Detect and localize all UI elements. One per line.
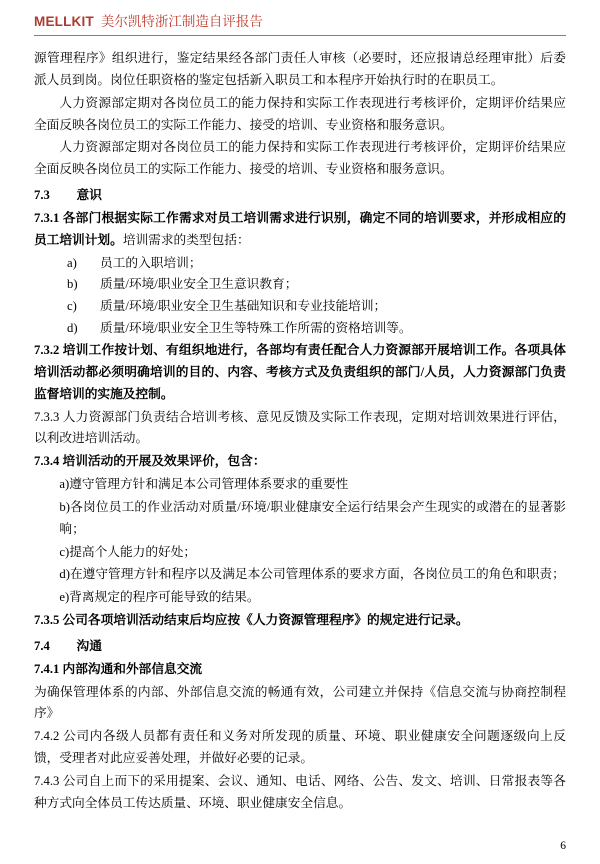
paragraph-continued: 源管理程序》组织进行，鉴定结果经各部门责任人审核（必要时，还应报请总经理审批）后委派人员到岗。岗位任职资格的鉴定包括新入职员工和本程序开始执行时的在职员工。	[34, 51, 566, 87]
section-7-4-3: 7.4.3 公司自上而下的采用提案、会议、通知、电话、网络、公告、发文、培训、日常报表等各种方式向全体员工传达质量、环境、职业健康安全信息。	[34, 774, 566, 810]
list-item	[34, 318, 566, 340]
section-7-3-4-item-e: e)背离规定的程序可能导致的结果。	[59, 590, 260, 605]
section-7-4-1-body: 为确保管理体系的内部、外部信息交流的畅通有效，公司建立并保持《信息交流与协商控制程序》	[34, 684, 566, 721]
list-item	[34, 253, 566, 275]
section-heading-7-3	[34, 185, 566, 207]
list-item-marker: c)	[67, 299, 77, 314]
list-item-label: 质量/环境/职业安全卫生等特殊工作所需的资格培训等。	[100, 321, 412, 336]
list-item-label: 质量/环境/职业安全卫生意识教育；	[100, 277, 298, 292]
brand-logo: MELLKIT	[34, 14, 94, 29]
section-7-3-4-item-a: a)遵守管理方针和满足本公司管理体系要求的重要性	[59, 477, 349, 492]
header-title: 美尔凯特浙江制造自评报告	[100, 14, 263, 29]
section-7-3-1	[34, 208, 566, 252]
section-7-3-4-item-c: c)提高个人能力的好处；	[59, 544, 197, 559]
list-item	[34, 296, 566, 318]
section-7-3-1-tail: 培训需求的类型包括：	[122, 232, 250, 247]
section-number-7-3: 7.3	[34, 188, 50, 203]
section-number-7-4: 7.4	[34, 638, 50, 653]
section-title-7-3: 意识	[76, 188, 102, 203]
list-item-label: 员工的入职培训；	[100, 255, 202, 270]
list-item-marker: b)	[67, 277, 78, 292]
training-type-list	[34, 253, 566, 340]
list-item-label: 质量/环境/职业安全卫生基础知识和专业技能培训；	[100, 299, 387, 314]
list-item-marker: d)	[67, 321, 78, 336]
section-7-4-2: 7.4.2 公司内各级人员都有责任和义务对所发现的质量、环境、职业健康安全问题逐级向上反馈，受理者对此应妥善处理，并做好必要的记录。	[34, 729, 566, 766]
section-7-3-4-item-d: d)在遵守管理方针和程序以及满足本公司管理体系的要求方面，各岗位员工的角色和职责；	[59, 567, 565, 582]
list-item-marker: a)	[67, 255, 77, 270]
document-body	[34, 36, 566, 815]
section-title-7-4: 沟通	[76, 638, 102, 653]
section-7-3-4-item-b: b)各岗位员工的作业活动对质量/环境/职业健康安全运行结果会产生现实的或潜在的显著影响；	[59, 499, 566, 536]
section-7-3-5: 7.3.5 公司各项培训活动结束后均应按《人力资源管理程序》的规定进行记录。	[34, 613, 469, 628]
section-7-3-4: 7.3.4 培训活动的开展及效果评价，包含：	[34, 454, 266, 469]
list-item	[34, 274, 566, 296]
section-7-4-1-heading: 7.4.1 内部沟通和外部信息交流	[34, 661, 203, 676]
section-7-3-1-bold: 7.3.1 各部门根据实际工作需求对员工培训需求进行识别，确定不同的培训要求，并形成相应的员工培训计划。	[34, 210, 566, 247]
paragraph-evaluation-2: 人力资源部定期对各岗位员工的能力保持和实际工作表现进行考核评价，定期评价结果应全面反映各岗位员工的实际工作能力、接受的培训、专业资格和服务意识。	[34, 140, 566, 177]
paragraph-evaluation-1: 人力资源部定期对各岗位员工的能力保持和实际工作表现进行考核评价，定期评价结果应全面反映各岗位员工的实际工作能力、接受的培训、专业资格和服务意识。	[34, 95, 566, 132]
page-number: 6	[560, 840, 566, 852]
section-7-3-3: 7.3.3 人力资源部门负责结合培训考核、意见反馈及实际工作表现，定期对培训效果进行评估，以利改进培训活动。	[34, 409, 566, 446]
page-header	[34, 10, 566, 36]
section-heading-7-4	[34, 636, 566, 658]
section-7-3-2: 7.3.2 培训工作按计划、有组织地进行，各部均有责任配合人力资源部开展培训工作。各项具体培训活动都必须明确培训的目的、内容、考核方式及负责组织的部门/人员，人力资源部门负责监督培训的实施及控制。	[34, 342, 566, 401]
